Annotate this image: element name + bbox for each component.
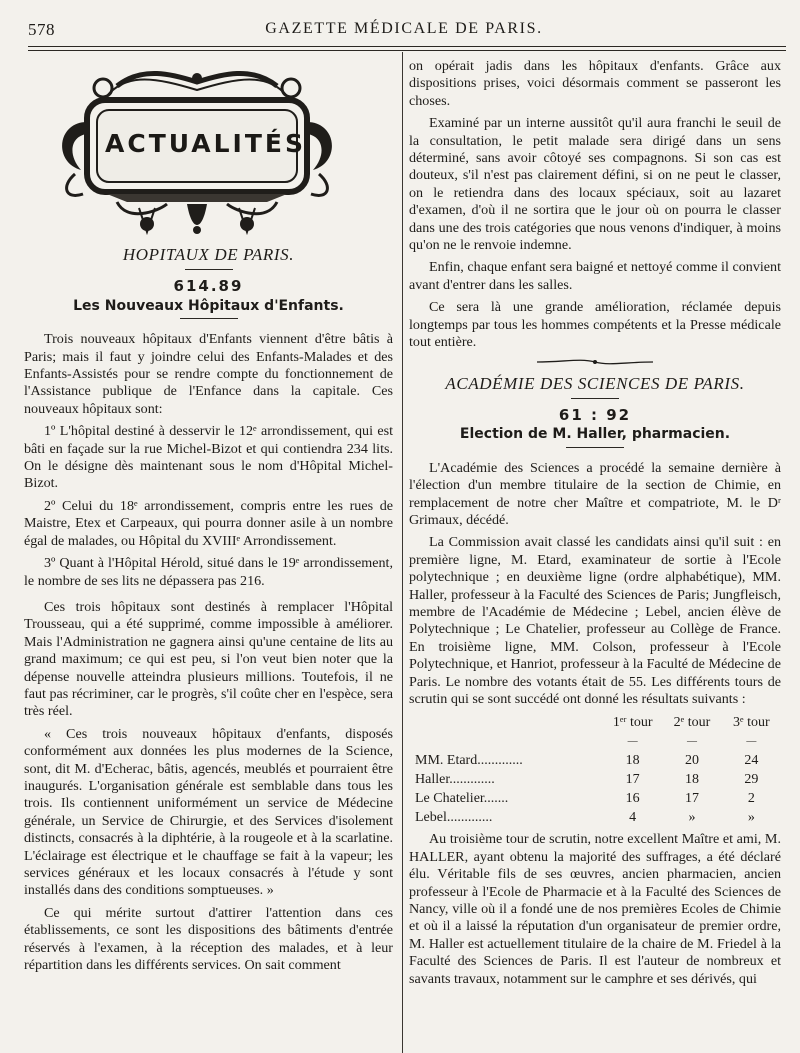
paragraph: Au troisième tour de scrutin, notre excellent Maître et ami, M. HALLER, ayant obtenu la majorité des suffrages, a été déclaré élu. Véritable fils de ses œuvres, ancien pharmacien, ancien professeur à l'Ecole de Pharmacie et à la Faculté des Sciences de Nancy, ville où il a fondé une de nos premières Ecoles de Chimie et où il a laissé la réputation d'un organisateur de premier ordre, M. Haller est actuellement titulaire de la chaire de M. Friedel à la Faculté des Sciences de Paris. Il est l'auteur de nombreux et savants travaux, notamment sur le camphre et ses dérivés, qui: [409, 831, 781, 987]
right-column: [409, 58, 781, 993]
vote-count: 2: [747, 791, 755, 807]
paragraph: on opérait jadis dans les hôpitaux d'enfants. Grâce aux dispositions prises, voici désormais comment se passeront les choses.: [409, 58, 781, 109]
title-rule: [566, 447, 624, 448]
table-row: [415, 789, 781, 808]
article-title: Les Nouveaux Hôpitaux d'Enfants.: [73, 297, 344, 314]
journal-title: GAZETTE MÉDICALE DE PARIS.: [265, 20, 543, 37]
paragraph: Enfin, chaque enfant sera baigné et nettoyé comme il convient avant d'entrer dans les salles.: [409, 259, 781, 293]
article-code: 61 : 92: [558, 405, 632, 424]
running-header: [28, 20, 780, 42]
table-row: [415, 770, 781, 789]
flourish-divider-icon: [535, 357, 655, 367]
vote-count: 18: [625, 753, 640, 769]
column-header: 3ᵉ tour: [733, 715, 770, 731]
paragraph: La Commission avait classé les candidats ainsi qu'il suit : en première ligne, M. Etard, examinateur de sortie à l'Ecole polytechnique ; en deuxième ligne (ordre alphabétique), MM. Haller, professeur à la Faculté des Sciences de Paris; Jungfleisch, membre de l'Académie de Médecine ; Lebel, ancien élève de Polytechnique ; Le Chatelier, professeur au Collège de France. En troisième ligne, MM. Colson, professeur à l'Ecole Polytechnique, et Hanriot, professeur à la Faculté de Médecine de Paris. Le nombre des votants était de 55. Les différents tours de scrutin qui se sont succédé ont donné les résultats suivants :: [409, 534, 781, 707]
vote-count: 17: [684, 791, 699, 807]
dash-mark: —: [627, 735, 638, 747]
header-rule: [28, 46, 786, 47]
vote-count: 20: [684, 753, 699, 769]
section-rule: [185, 269, 233, 270]
header-rule-secondary: [28, 50, 786, 51]
section-rule: [571, 398, 619, 399]
vote-count: »: [688, 810, 696, 826]
votes-table: [415, 713, 781, 827]
vote-count: 16: [625, 791, 640, 807]
vote-count: 17: [625, 772, 640, 788]
paragraph: L'Académie des Sciences a procédé la semaine dernière à l'élection d'un membre titulaire de la section de Chimie, en remplacement de notre cher Maître et compatriote, M. le Dʳ Grimaux, décédé.: [409, 459, 781, 528]
page-number: 578: [28, 20, 55, 39]
paragraph: Ce sera là une grande amélioration, réclamée depuis longtemps par tous les hommes compétents et la Presse médicale tout entière.: [409, 299, 781, 351]
votes-header-row: [415, 713, 781, 732]
candidate-name: Lebel.............: [415, 810, 493, 826]
table-row: [415, 808, 781, 827]
vote-count: 29: [744, 772, 759, 788]
paragraph: Ces trois hôpitaux sont destinés à remplacer l'Hôpital Trousseau, qui a été supprimé, comme impossible à améliorer. Mais l'Administration ne gagnera ainsi qu'une centaine de lits au grand maximum; ce qui est peu, si l'on veut bien noter que la dépense nouvelle atteindra plusieurs millions. Toutefois, il ne faut pas récriminer, car le progrès, s'il coûte cher en l'espèce, sera très réel.: [24, 598, 393, 720]
section-title-hopitaux: HOPITAUX DE PARIS.: [122, 245, 295, 264]
column-header: 1ᵉʳ tour: [612, 715, 653, 731]
dash-mark: —: [686, 735, 697, 747]
column-divider: [402, 52, 403, 1053]
column-header: 2ᵉ tour: [673, 715, 711, 731]
candidate-name: Haller.............: [415, 772, 495, 788]
paragraph: 2º Celui du 18ᵉ arrondissement, compris entre les rues de Maistre, Etex et Carpeaux, qui pourra donner asile à un nombre égal de malades, ou Hôpital du XVIIIᵉ Arrondissement.: [24, 497, 393, 549]
vote-count: »: [747, 810, 755, 826]
title-rule: [180, 318, 238, 319]
candidate-name: MM. Etard.............: [415, 753, 523, 769]
paragraph: « Ces trois nouveaux hôpitaux d'enfants, disposés conformément aux données les plus modernes de la Science, sont, dit M. d'Echerac, bâtis, agencés, meublés et pourraient être inaugurés. L'organisation générale est semblable dans tous les trois. Ils contiennent uniformément un service de Médecine générale, un Service de Chirurgie, et des Services d'isolement distincts, consacrés à la diphtérie, à la rougeole et à la scarlatine. L'éclairage est électrique et le chauffage se fait à la vapeur; les services généraux et les locaux consacrés à l'étude y sont installés dans des conditions somptueuses. »: [24, 725, 393, 899]
dash-mark: —: [746, 735, 757, 747]
paragraph: 1º L'hôpital destiné à desservir le 12ᵉ arrondissement, qui est bâti en façade sur la rue Michel-Bizot et qui contiendra 234 lits. On le désigne dès maintenant sous le nom d'Hôpital Michel-Bizot.: [24, 423, 393, 492]
article-code: 614.89: [173, 277, 244, 296]
article-title: Election de M. Haller, pharmacien.: [459, 426, 731, 443]
paragraph: Ce qui mérite surtout d'attirer l'attention dans ces établissements, ce sont les dispositions des bâtiments d'entrée réservés à l'examen, à la réception des malades, et à leur répartition dans les différents services. On sait comment: [24, 904, 393, 974]
paragraph: Trois nouveaux hôpitaux d'Enfants viennent d'être bâtis à Paris; mais il faut y joindre celui des Enfants-Malades et des Enfants-Assistés pour se rendre compte du fonctionnement de l'Assistance publique de l'Enfance dans la capitale. Ces nouveaux hôpitaux sont:: [24, 331, 393, 417]
left-column: [24, 56, 393, 979]
table-row: [415, 751, 781, 770]
vote-count: 24: [744, 753, 759, 769]
votes-dash-row: [415, 732, 781, 751]
paragraph: Examiné par un interne aussitôt qu'il aura franchi le seuil de la consultation, le petit malade sera dirigé dans un sens déterminé, sans avoir côtoyé ses compagnons. Si son cas est douteux, s'il n'est pas clairement défini, si on ne peut le classer, on le retiendra dans des locaux spéciaux, soit au lazaret d'examen, d'où il ne sortira que le jour où on pourra le classer dans une des trois catégories que nous venons d'indiquer, à moins qu'on ne le renvoie indemne.: [409, 115, 781, 254]
section-title-academie: ACADÉMIE DES SCIENCES DE PARIS.: [445, 373, 745, 393]
vote-count: 18: [684, 772, 699, 788]
vote-count: 4: [629, 810, 637, 826]
paragraph: 3º Quant à l'Hôpital Hérold, situé dans le 19ᵉ arrondissement, le nombre de ses lits ne dépassera pas 216.: [24, 555, 393, 589]
actualites-banner: [47, 62, 347, 242]
candidate-name: Le Chatelier.......: [415, 791, 509, 807]
banner-title: ACTUALITÉS: [105, 129, 306, 158]
